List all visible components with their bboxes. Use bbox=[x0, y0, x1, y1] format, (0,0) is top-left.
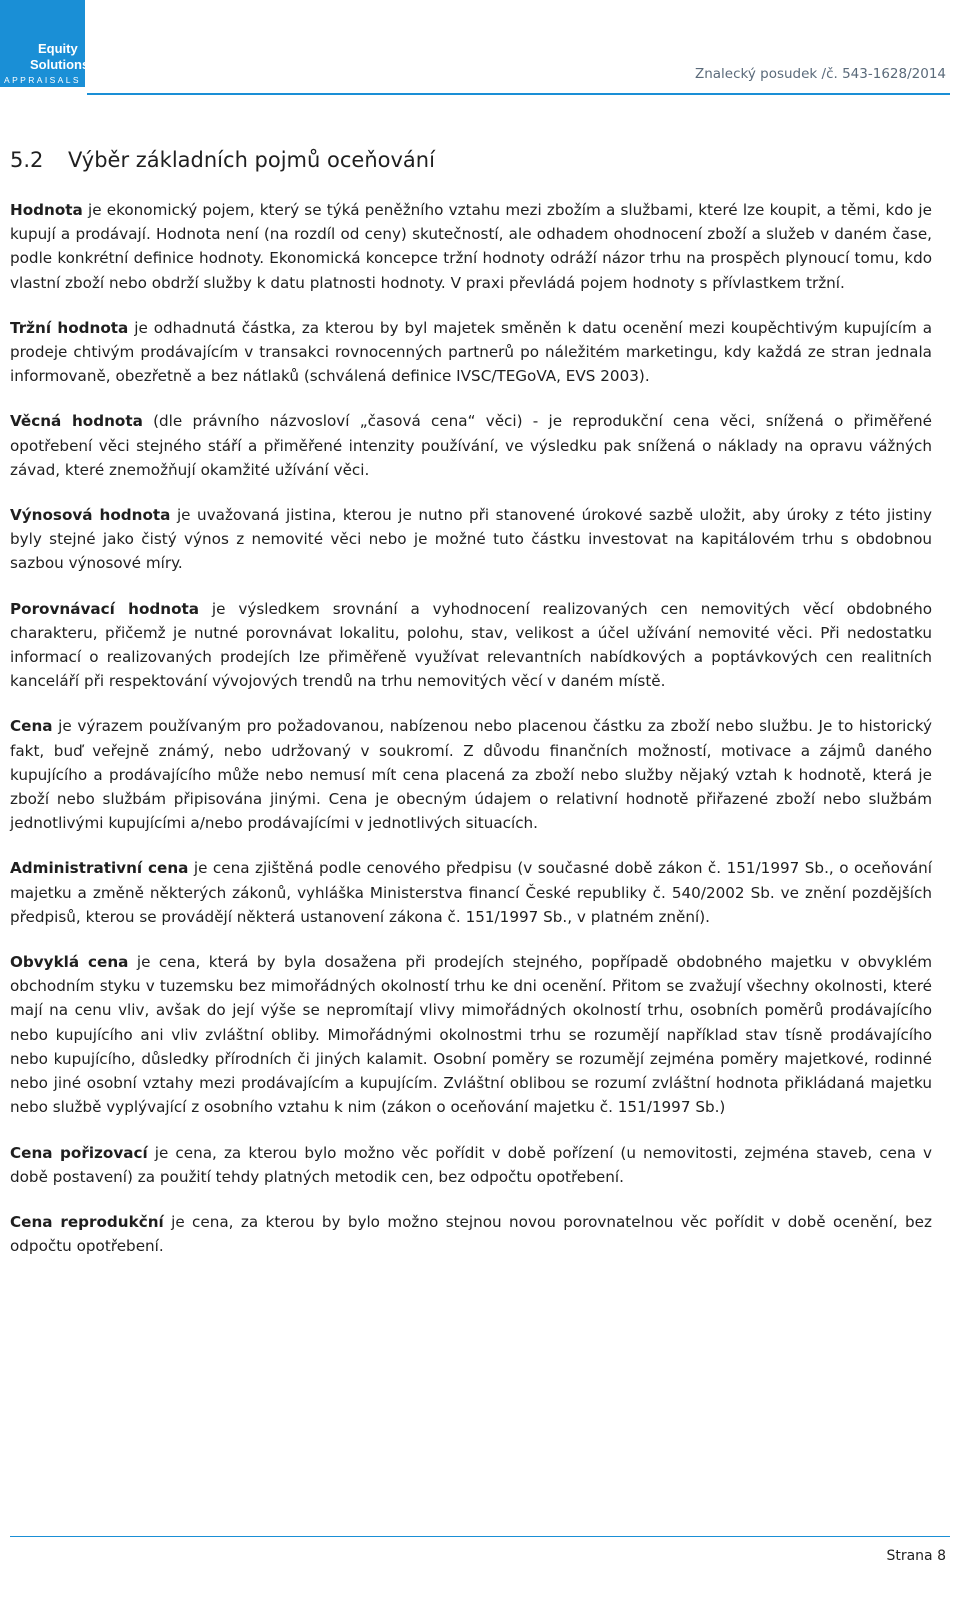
definition-paragraph bbox=[10, 950, 932, 1119]
definition-term: Administrativní cena bbox=[10, 859, 189, 878]
definition-term: Hodnota bbox=[10, 201, 83, 219]
definition-text: je ekonomický pojem, který se týká peněžního vztahu mezi zbožím a službami, které lze koupit, a těmi, kdo je kupují a prodávají. Hodnota není (na rozdíl od ceny) skutečností, ale odhadem ohodnocení zboží a služeb v daném čase, podle konkrétní definice hodnoty. Ekonomická koncepce tržní hodnoty odráží názor trhu na prospěch plynoucí tomu, kdo vlastní zboží nebo obdrží služby k datu platnosti hodnoty. V praxi převládá pojem hodnoty s přívlastkem tržní. bbox=[10, 201, 932, 292]
definition-term: Porovnávací hodnota bbox=[10, 599, 200, 618]
definition-term: Obvyklá cena bbox=[10, 953, 129, 972]
section-title-text: Výběr základních pojmů oceňování bbox=[68, 148, 435, 172]
definition-paragraph bbox=[10, 856, 932, 929]
definition-paragraph bbox=[10, 198, 932, 295]
definition-paragraph bbox=[10, 409, 932, 482]
logo-line-equity: Equity bbox=[38, 41, 78, 56]
definition-text: je cena, která by byla dosažena při prodejích stejného, popřípadě obdobného majetku v obvyklém obchodním styku v tuzemsku bez mimořádných okolností trhu ke dni ocenění. Přitom se zvažují všechny okolnosti, které mají na cenu vliv, avšak do její výše se nepromítají vlivy mimořádných okolností trhu, osobních poměrů prodávajícího nebo kupujícího ani vliv zvláštní obliby. Mimořádnými okolnostmi trhu se rozumějí například stav tísně prodávajícího nebo kupujícího, důsledky přírodních či jiných kalamit. Osobní poměry se rozumějí zejména poměry majetkové, rodinné nebo jiné osobní vztahy mezi prodávajícím a kupujícím. Zvláštní oblibou se rozumí zvláštní hodnota přikládaná majetku nebo službě vyplývající z osobního vztahu k nim (zákon o oceňování majetku č. 151/1997 Sb.) bbox=[10, 953, 932, 1117]
footer-divider bbox=[10, 1536, 950, 1537]
definition-paragraph bbox=[10, 503, 932, 576]
definition-text: je odhadnutá částka, za kterou by byl majetek směněn k datu ocenění mezi koupěchtivým kupujícím a prodeje chtivým prodávajícím v transakci rovnocenných partnerů po náležitém marketingu, kdy každá ze stran jednala informovaně, obezřetně a bez nátlaků (schválená definice IVSC/TEGoVA, EVS 2003). bbox=[10, 318, 932, 386]
definition-text: je výsledkem srovnání a vyhodnocení realizovaných cen nemovitých věcí obdobného charakteru, přičemž je nutné porovnávat lokalitu, polohu, stav, velikost a účel užívání nemovité věci. Při nedostatku informací o realizovaných prodejích lze přiměřeně využívat relevantních nabídkových a poptávkových cen realitních kanceláří při respektování vývojových trendů na trhu nemovitých věcí v daném místě. bbox=[10, 599, 933, 691]
definition-term: Výnosová hodnota bbox=[10, 506, 171, 525]
definition-term: Cena pořizovací bbox=[10, 1143, 148, 1162]
definition-term: Cena bbox=[10, 717, 53, 736]
definition-paragraph bbox=[10, 1210, 932, 1258]
definition-term: Tržní hodnota bbox=[10, 318, 129, 337]
section-number: 5.2 bbox=[10, 148, 44, 172]
document-reference: Znalecký posudek /č. 543-1628/2014 bbox=[694, 66, 946, 82]
definition-paragraph bbox=[10, 597, 932, 694]
definition-text: je cena, za kterou by bylo možno stejnou novou porovnatelnou věc pořídit v době ocenění, bez odpočtu opotřebení. bbox=[10, 1212, 932, 1256]
definition-term: Cena reprodukční bbox=[10, 1212, 164, 1231]
company-logo bbox=[0, 0, 90, 87]
logo-line-appraisals: APPRAISALS bbox=[4, 75, 81, 85]
definitions-list bbox=[10, 198, 932, 1279]
definition-text: je uvažovaná jistina, kterou je nutno při stanovené úrokové sazbě uložit, aby úroky z této jistiny byly stejné jako čistý výnos z nemovité věci nebo je možné tuto částku investovat na kapitálovém trhu s obdobnou sazbou výnosové míry. bbox=[10, 506, 933, 573]
definition-text: (dle právního názvosloví „časová cena“ věci) - je reprodukční cena věci, snížená o přiměřené opotřebení věci stejného stáří a přiměřené intenzity používání, ve výsledku pak snížená o náklady na opravu vážných závad, které znemožňují okamžité užívání věci. bbox=[10, 412, 933, 479]
page-number: Strana 8 bbox=[886, 1548, 946, 1564]
definition-paragraph bbox=[10, 316, 932, 389]
section-title bbox=[10, 148, 435, 172]
definition-paragraph bbox=[10, 1141, 932, 1189]
definition-text: je cena zjištěná podle cenového předpisu (v současné době zákon č. 151/1997 Sb., o oceňování majetku a změně některých zákonů, vyhláška Ministerstva financí České republiky č. 540/2002 Sb. ve znění pozdějších předpisů, kterou se provádějí některá ustanovení zákona č. 151/1997 Sb., v platném znění). bbox=[10, 859, 933, 926]
header-divider bbox=[87, 93, 950, 95]
definition-text: je cena, za kterou bylo možno věc pořídit v době pořízení (u nemovitosti, zejména staveb, cena v době postavení) za použití tehdy platných metodik cen, bez odpočtu opotřebení. bbox=[10, 1143, 932, 1186]
definition-paragraph bbox=[10, 714, 932, 835]
definition-text: je výrazem používaným pro požadovanou, nabízenou nebo placenou částku za zboží nebo službu. Je to historický fakt, buď veřejně známý, nebo udržovaný v soukromí. Z důvodu finančních možností, motivace a zájmů daného kupujícího a prodávajícího může nebo nemusí mít cena placená za zboží nebo služby nějaký vztah k hodnotě, která je zboží nebo službám připisována jinými. Cena je obecným údajem o relativní hodnotě přiřazené zboží nebo službám jednotlivými kupujícími a/nebo prodávajícími v jednotlivých situacích. bbox=[10, 717, 932, 833]
definition-term: Věcná hodnota bbox=[10, 412, 143, 431]
logo-line-solutions: Solutions bbox=[30, 57, 90, 72]
